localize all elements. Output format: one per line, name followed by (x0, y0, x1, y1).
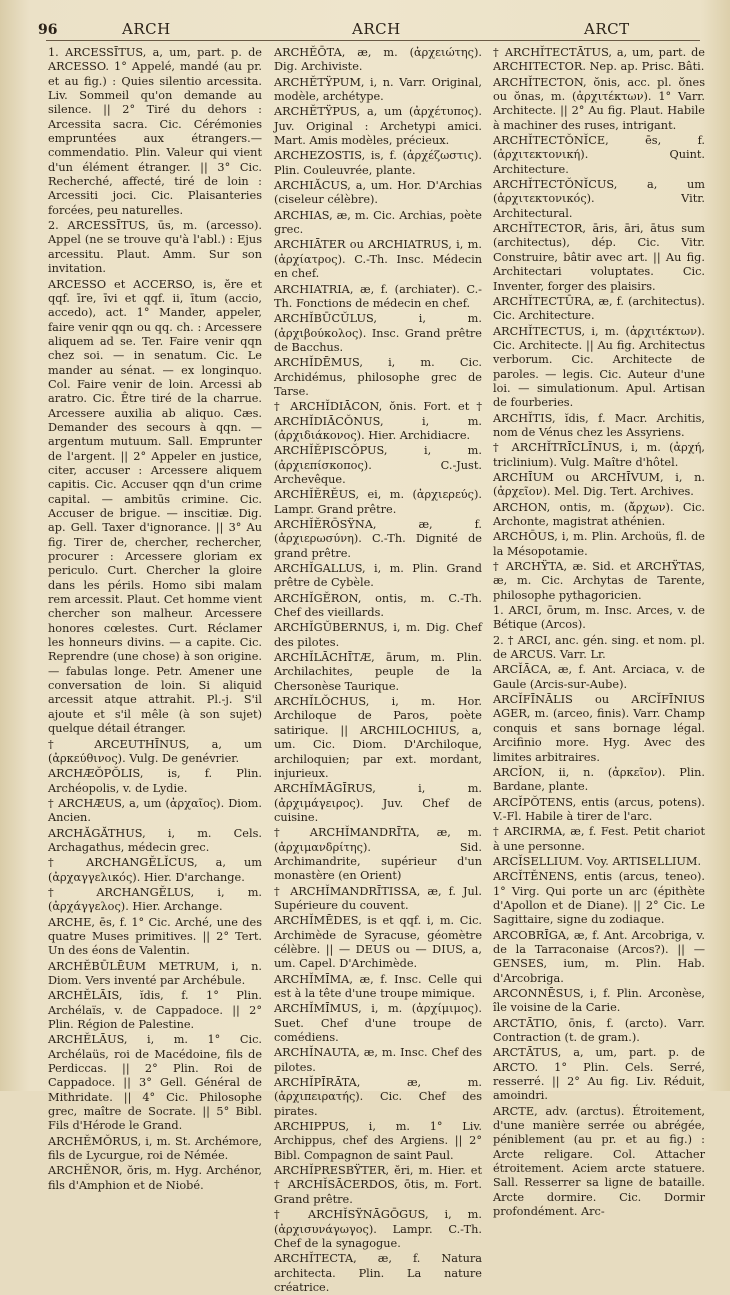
dictionary-entry: ARCHĬLŎCHUS, i, m. Hor. Archiloque de Paros, poète satirique. || ARCHILOCHIUS, a, um. Cic. Diom. D'Archiloque, archiloquien; par ext. mordant, injurieux. (274, 695, 482, 780)
dictionary-entry: 1. ARCESSĪTUS, a, um, part. p. de ARCESSO. 1° Appelé, mandé (au pr. et au fig.) : Quies silentio arcessita. Liv. Sommeil qu'on demande au silence. || 2° Tiré du dehors : Arcessita sacra. Cic. Cérémonies empruntées aux étrangers.— commendatio. Plin. Valeur qui vient d'un élément étranger. || 3° Cic. Recherché, affecté, tiré de loin : Arcessiti joci. Cic. Plaisanteries forcées, peu naturelles. (48, 46, 262, 217)
dictionary-entry: ARCHĬTECTŎNĬCE, ēs, f. (ἀρχιτεκτονική). Quint. Architecture. (493, 134, 705, 176)
dictionary-entry: ARCTĀTUS, a, um, part. p. de ARCTO. 1° Plin. Cels. Serré, resserré. || 2° Au fig. Liv. Réduit, amoindri. (493, 1046, 705, 1103)
dictionary-entry: ARCTĀTIO, ōnis, f. (arcto). Varr. Contraction (t. de gram.). (493, 1016, 705, 1045)
page-header (0, 14, 730, 42)
dictionary-entry: † ARCHĬMANDRĪTA, æ, m. (ἀρχιμανδρίτης). Sid. Archimandrite, supérieur d'un monastère (en Orient) (274, 826, 482, 883)
dictionary-entry: ARCOBRĪGA, æ, f. Ant. Arcobriga, v. de la Tarraconaise (Arcos?). || — GENSES, ium, m. Plin. Hab. d'Arcobriga. (493, 928, 705, 985)
dictionary-entry: ARCHĬNAUTA, æ, m. Insc. Chef des pilotes. (274, 1046, 482, 1074)
dictionary-entry: ARCHĔNOR, ŏris, m. Hyg. Archénor, fils d'Amphion et de Niobé. (48, 1164, 262, 1192)
dictionary-entry: ARCHĬTECTUS, i, m. (ἀρχιτέκτων). Cic. Architecte. || Au fig. Architectus verborum. Cic. Architecte de paroles. — legis. Cic. Auteur d'une loi. — simulationum. Apul. Artisan de fourberies. (493, 324, 705, 410)
dictionary-entry: † ARCHANGĔLUS, i, m. (ἀρχάγγελος). Hier. Archange. (48, 885, 262, 914)
dictionary-entry: † ARCHĬTRĪCLĪNUS, i, m. (ἀρχή, triclinium). Vulg. Maître d'hôtel. (493, 441, 705, 469)
dictionary-entry: ARCĬFĪNĀLIS ou ARCĬFĪNIUS AGER, m. (arceo, finis). Varr. Champ conquis et sans bornage légal. Arcifinio more. Hyg. Avec des limites arbitraires. (493, 693, 705, 764)
dictionary-entry: ARCHĔLĀUS, i, m. 1° Cic. Archélaüs, roi de Macédoine, fils de Perdiccas. || 2° Plin. Roi de Cappadoce. || 3° Gell. Général de Mithridate. || 4° Cic. Philosophe grec, maître de Socrate. || 5° Bibl. Fils d'Hérode le Grand. (48, 1033, 262, 1133)
dictionary-entry: † ARCIRMA, æ, f. Fest. Petit chariot à une personne. (493, 825, 705, 853)
dictionary-entry: ARCHĔMŎRUS, i, m. St. Archémore, fils de Lycurgue, roi de Némée. (48, 1134, 262, 1163)
dictionary-entry: ARCHĔTŸPUM, i, n. Varr. Original, modèle, archétype. (274, 75, 482, 104)
dictionary-entry: ARCHĪUM ou ARCHĪVUM, i, n. (ἀρχεῖον). Mel. Dig. Tert. Archives. (493, 470, 705, 499)
dictionary-entry: ARCHĬĔRŌSŸNA, æ, f. (ἀρχιερωσύνη). C.-Th. Dignité de grand prêtre. (274, 518, 482, 560)
dictionary-entry: ARCĬPŎTENS, entis (arcus, potens). V.-Fl. Habile à tirer de l'arc. (493, 795, 705, 823)
dictionary-entry: ARCHĬMĒDES, is et qqf. i, m. Cic. Archimède de Syracuse, géomètre célèbre. || — DEUS ou — DIUS, a, um. Capel. D'Archimède. (274, 914, 482, 971)
column-1 (48, 46, 262, 1192)
dictionary-entry: ARCHĬTECTŎNĬCUS, a, um (ἀρχιτεκτονικός). Vitr. Architectural. (493, 178, 705, 220)
dictionary-entry: ARCHĬĔPISCŎPUS, i, m. (ἀρχιεπίσκοπος). C.-Just. Archevêque. (274, 444, 482, 486)
dictionary-entry: ARCHĔLĀIS, ĭdis, f. 1° Plin. Archélaïs, v. de Cappadoce. || 2° Plin. Région de Palestine. (48, 989, 262, 1032)
dictionary-entry: ARCHIATRIA, æ, f. (archiater). C.-Th. Fonctions de médecin en chef. (274, 282, 482, 310)
dictionary-entry: ARCHĬTECTA, æ, f. Natura architecta. Plin. La nature créatrice. (274, 1252, 482, 1294)
dictionary-entry: ARCĬON, ii, n. (ἀρκεῖον). Plin. Bardane, plante. (493, 765, 705, 794)
dictionary-entry: † ARCHŸTA, æ. Sid. et ARCHŸTAS, æ, m. Cic. Archytas de Tarente, philosophe pythagoricien. (493, 560, 705, 602)
dictionary-entry: ARCĬTĔNENS, entis (arcus, teneo). 1° Virg. Qui porte un arc (épithète d'Apollon et de Diane). || 2° Cic. Le Sagittaire, signe du zodiaque. (493, 870, 705, 927)
dictionary-entry: ARCĬSELLIUM. Voy. ARTISELLIUM. (493, 854, 702, 868)
dictionary-entry: ARCHEZOSTIS, is, f. (ἀρχέζωστις). Plin. Couleuvrée, plante. (274, 149, 482, 177)
dictionary-entry: † ARCEUTHĪNUS, a, um (ἀρκεύθινος). Vulg. De genévrier. (48, 737, 262, 765)
header-rule (46, 40, 700, 41)
dictionary-entry: ARCESSO et ACCERSO, is, ĕre et qqf. īre, īvi et qqf. ii, ītum (accio, accedo), act. 1° Mander, appeler, faire venir qqn ou qq. ch. : Arcessere aliquem ad se. Ter. Faire venir qqn chez soi. — in senatum. Cic. Le mander au sénat. — ex longinquo. Col. Faire venir de loin. Arcessi ab aratro. Cic. Être tiré de la charrue. Arcessere auxilia ab aliquo. Cæs. Demander des secours à qqn. — argentum mutuum. Sall. Emprunter de l'argent. || 2° Appeler en justice, citer, accuser : Arcessere aliquem capitis. Cic. Accuser qqn d'un crime capital. — ambitūs crimine. Cic. Accuser de brigue. — inscitiæ. Dig. ap. Gell. Taxer d'ignorance. || 3° Au fig. Tirer de, chercher, rechercher, procurer : Arcessere gloriam ex periculo. Curt. Chercher la gloire dans les périls. Homo sibi malam rem arcessit. Plaut. Cet homme vient chercher son malheur. Arcessere honores cœlestes. Curt. Réclamer les honneurs divins. — a capite. Cic. Reprendre (une chose) à son origine. — fabulas longe. Petr. Amener une conversation de loin. Si aliquid arcessit atque attrahit. Pl.-j. S'il ajoute et s'il mêle (à son sujet) quelque détail étranger. (48, 277, 262, 736)
dictionary-entry: ARCHIAS, æ, m. Cic. Archias, poète grec. (274, 208, 482, 237)
dictionary-entry: ARCHĬLĀCHĪTÆ, ārum, m. Plin. Archilachites, peuple de la Chersonèse Taurique. (274, 651, 482, 693)
dictionary-entry: ARCHĔTŸPUS, a, um (ἀρχέτυπος). Juv. Original : Archetypi amici. Mart. Amis modèles, précieux. (274, 105, 482, 148)
dictionary-entry: ARCONNĒSUS, i, f. Plin. Arconèse, île voisine de la Carie. (493, 987, 705, 1015)
dictionary-entry: 2. ARCESSĪTUS, ūs, m. (arcesso). Appel (ne se trouve qu'à l'abl.) : Ejus arcessitu. Plaut. Amm. Sur son invitation. (48, 219, 262, 276)
dictionary-entry: ARCHĬGALLUS, i, m. Plin. Grand prêtre de Cybèle. (274, 562, 482, 590)
dictionary-entry: ARCHIPPUS, i, m. 1° Liv. Archippus, chef des Argiens. || 2° Bibl. Compagnon de saint Paul. (274, 1120, 482, 1162)
dictionary-entry: † ARCHÆUS, a, um (ἀρχαῖος). Diom. Ancien. (48, 796, 262, 825)
dictionary-entry: 1. ARCI, ōrum, m. Insc. Arces, v. de Bétique (Arcos). (493, 604, 705, 632)
dictionary-entry: ARCHŌUS, i, m. Plin. Archoüs, fl. de la Mésopotamie. (493, 530, 705, 558)
dictionary-entry: ARCĬĀCA, æ, f. Ant. Arciaca, v. de Gaule (Arcis-sur-Aube). (493, 663, 705, 691)
dictionary-entry: ARCHĬTECTOR, āris, āri, ātus sum (architectus), dép. Cic. Vitr. Construire, bâtir avec art. || Au fig. Architectari voluptates. Cic. Inventer, forger des plaisirs. (493, 222, 705, 293)
dictionary-entry: ARCHĬGĔRON, ontis, m. C.-Th. Chef des vieillards. (274, 591, 482, 620)
page-number: 96 (38, 22, 58, 38)
dictionary-entry: ARCHĬMĀGĪRUS, i, m. (ἀρχιμάγειρος). Juv. Chef de cuisine. (274, 782, 482, 824)
running-head-left: ARCH (122, 20, 171, 38)
dictionary-entry: ARCHĬTECTŪRA, æ, f. (architectus). Cic. Architecture. (493, 294, 705, 323)
dictionary-entry: ARCHĬMĪMUS, i, m. (ἀρχίμιμος). Suet. Chef d'une troupe de comédiens. (274, 1002, 482, 1045)
column-2 (274, 46, 482, 1294)
dictionary-entry: † ARCHĬTECTĀTUS, a, um, part. de ARCHITECTOR. Nep. ap. Prisc. Bâti. (493, 46, 705, 74)
dictionary-entry: † ARCHĬDIĀCON, ŏnis. Fort. et † ARCHĬDIĀCŎNUS, i, m. (ἀρχιδιάκονος). Hier. Archidiacre. (274, 400, 482, 442)
dictionary-entry: ARCHĬPRESBŸTER, ĕri, m. Hier. et † ARCHĬSĀCERDOS, ōtis, m. Fort. Grand prêtre. (274, 1164, 482, 1206)
column-3 (493, 46, 705, 1219)
dictionary-entry: ARCHĬTECTON, ŏnis, acc. pl. ŏnes ou ŏnas, m. (ἀρχιτέκτων). 1° Varr. Architecte. || 2° Au fig. Plaut. Habile à machiner des ruses, intrigant. (493, 75, 705, 132)
dictionary-entry: ARCHĬBŪCŬLUS, i, m. (ἀρχιβούκολος). Insc. Grand prêtre de Bacchus. (274, 312, 482, 354)
dictionary-entry: ARCHĬPĪRĀTA, æ, m. (ἀρχιπειρατής). Cic. Chef des pirates. (274, 1076, 482, 1118)
dictionary-entry: ARCHĂGĂTHUS, i, m. Cels. Archagathus, médecin grec. (48, 826, 262, 854)
dictionary-entry: ARCHĬDĒMUS, i, m. Cic. Archidémus, philosophe grec de Tarse. (274, 356, 482, 398)
dictionary-entry: ARCHIĀTER ou ARCHIATRUS, i, m. (ἀρχίατρος). C.-Th. Insc. Médecin en chef. (274, 238, 482, 281)
dictionary-entry: ARCHĬMĪMA, æ, f. Insc. Celle qui est à la tête d'une troupe mimique. (274, 972, 482, 1000)
dictionary-entry: ARCTE, adv. (arctus). Étroitement, d'une manière serrée ou abrégée, péniblement (au pr. et au fig.) : Arcte religare. Col. Attacher étroitement. Aciem arcte statuere. Sall. Resserrer sa ligne de bataille. Arcte dormire. Cic. Dormir profondément. Arc- (493, 1104, 705, 1219)
running-head-right: ARCT (584, 20, 630, 38)
dictionary-entry: ARCHĬTIS, ĭdis, f. Macr. Architis, nom de Vénus chez les Assyriens. (493, 411, 705, 439)
dictionary-entry: ARCHE, ēs, f. 1° Cic. Arché, une des quatre Muses primitives. || 2° Tert. Un des éons de Valentin. (48, 915, 262, 958)
dictionary-entry: † ARCHĬSŸNĀGŌGUS, i, m. (ἀρχισυνάγωγος). Lampr. C.-Th. Chef de la synagogue. (274, 1208, 482, 1250)
running-head-center: ARCH (352, 20, 401, 38)
dictionary-entry: 2. † ARCI, anc. gén. sing. et nom. pl. de ARCUS. Varr. Lr. (493, 633, 705, 662)
dictionary-entry: ARCHĬĔRĔUS, ei, m. (ἀρχιερεύς). Lampr. Grand prêtre. (274, 488, 482, 516)
dictionary-entry: ARCHĔŌTA, æ, m. (ἀρχειώτης). Dig. Archiviste. (274, 46, 482, 74)
dictionary-entry: ARCHIĂCUS, a, um. Hor. D'Archias (ciseleur célèbre). (274, 179, 482, 207)
dictionary-entry: ARCHÆŎPŎLIS, is, f. Plin. Archéopolis, v. de Lydie. (48, 767, 262, 795)
dictionary-entry: † ARCHĬMANDRĪTISSA, æ, f. Jul. Supérieure du couvent. (274, 884, 482, 912)
dictionary-entry: † ARCHANGĔLĬCUS, a, um (ἀρχαγγελικός). Hier. D'archange. (48, 856, 262, 884)
dictionary-entry: ARCHĔBŪLĒUM METRUM, i, n. Diom. Vers inventé par Archébule. (48, 959, 262, 987)
dictionary-entry: ARCHĬGŬBERNUS, i, m. Dig. Chef des pilotes. (274, 621, 482, 649)
dictionary-entry: ARCHON, ontis, m. (ἄρχων). Cic. Archonte, magistrat athénien. (493, 500, 705, 528)
